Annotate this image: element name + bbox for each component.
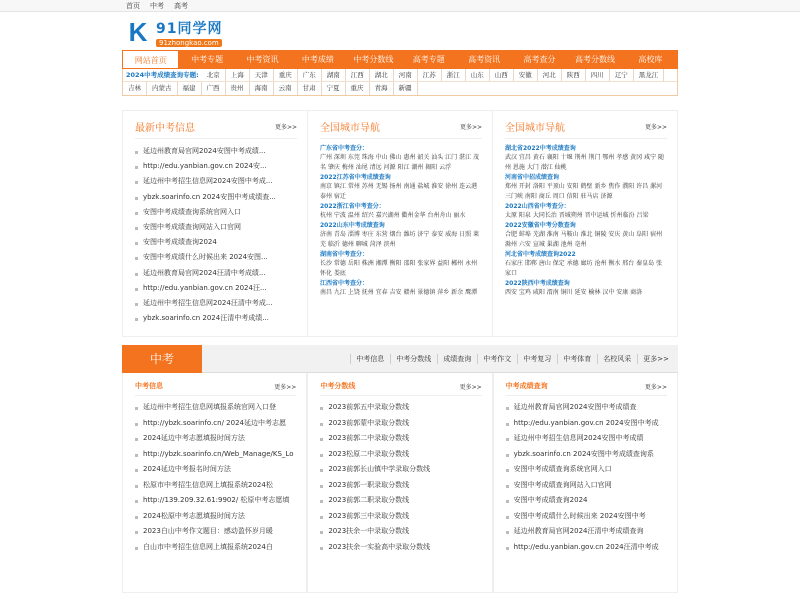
results-item[interactable]: http://edu.yanbian.gov.cn 2024安图中考成: [506, 416, 667, 432]
nav-gaokao-news[interactable]: 高考资讯: [468, 55, 501, 64]
quick-link[interactable]: 湖北: [370, 69, 394, 81]
quick-link[interactable]: 浙江: [442, 69, 466, 81]
info-item[interactable]: http://139.209.32.61:9902/ 松原中考志愿填: [135, 493, 296, 509]
nav-zhongkao-score[interactable]: 中考成绩: [301, 55, 334, 64]
quick-link[interactable]: 山东: [466, 69, 490, 81]
news-item[interactable]: 安图中考成绩查询2024: [135, 235, 297, 250]
province-link[interactable]: 2022山东中考成绩查询: [320, 222, 385, 229]
main-nav: [122, 50, 678, 69]
nav-zhongkao-cutoff[interactable]: 中考分数线: [353, 55, 394, 64]
scores-item[interactable]: 2023前郭五中录取分数线: [320, 400, 481, 416]
results-item[interactable]: 安图中考成绩什么时候出来 2024安图中考: [506, 509, 667, 525]
top-link-home[interactable]: 首页: [126, 2, 140, 10]
results-item[interactable]: 延边州教育局官网2024安图中考成绩查: [506, 400, 667, 416]
logo-name: 91同学网: [156, 21, 223, 37]
section-link[interactable]: 名校风采: [597, 354, 636, 364]
province-link[interactable]: 河南省中招成绩查询: [505, 174, 560, 181]
section-link[interactable]: 中考分数线: [390, 354, 436, 364]
results-item[interactable]: http://edu.yanbian.gov.cn 2024汪清中考成: [506, 540, 667, 556]
info-item[interactable]: 白山市中考招生信息网上填报系统2024白: [135, 540, 296, 556]
info-item[interactable]: 松原市中考招生信息网上填报系统2024松: [135, 478, 296, 494]
info-item[interactable]: 延边州中考招生信息网填报系统官网入口登: [135, 400, 296, 416]
province-link[interactable]: 江西省中考查分：: [320, 280, 369, 287]
city-list[interactable]: 石家庄 邯郸 唐山 保定 承德 廊坊 沧州 衡水 邢台 秦皇岛 张家口: [505, 260, 663, 277]
city-list[interactable]: 西安 宝鸡 咸阳 渭南 铜川 延安 榆林 汉中 安康 商洛: [505, 289, 643, 296]
header: [122, 12, 678, 50]
quick-link[interactable]: 重庆: [274, 69, 298, 81]
quick-link[interactable]: 湖南: [322, 69, 346, 81]
quick-link[interactable]: 云南: [274, 82, 298, 95]
results-more[interactable]: 更多>>: [644, 383, 667, 391]
latest-news-panel: [123, 111, 308, 336]
news-item[interactable]: 延边州中考招生信息网2024安图中考成...: [135, 174, 297, 189]
scores-item[interactable]: 2023前郭二职录取分数线: [320, 493, 481, 509]
province-link[interactable]: 2022浙江省中考查分：: [320, 203, 385, 210]
quick-link[interactable]: 广东: [298, 69, 322, 81]
scores-title: 中考分数线: [320, 382, 356, 390]
logo-url: 91zhongkao.com: [156, 39, 222, 47]
quick-link[interactable]: 贵州: [226, 82, 250, 95]
info-item[interactable]: http://ybzk.soarinfo.cn/Web_Manage/KS_Lo: [135, 447, 296, 463]
quick-link[interactable]: 辽宁: [610, 69, 634, 81]
news-item[interactable]: 安图中考成绩查询网站入口官网: [135, 220, 297, 235]
quick-link[interactable]: 海南: [250, 82, 274, 95]
info-item[interactable]: 2023白山中考作文题目：感动盈怀岁月暖: [135, 524, 296, 540]
info-item[interactable]: 2024松原中考志愿填报时间方法: [135, 509, 296, 525]
quick-link[interactable]: 江西: [346, 69, 370, 81]
quick-link[interactable]: 河北: [538, 69, 562, 81]
scores-panel: [307, 373, 492, 593]
province-link[interactable]: 广东省中考查分：: [320, 145, 369, 152]
nav-gaokao-topic[interactable]: 高考专题: [412, 55, 445, 64]
nav-university[interactable]: 高校库: [638, 55, 663, 64]
quick-link[interactable]: 黑龙江: [634, 69, 665, 81]
city-list[interactable]: 长沙 常德 岳阳 株洲 湘潭 衡阳 邵阳 张家界 益阳 郴州 永州 怀化 娄底: [320, 260, 478, 277]
quick-link[interactable]: 甘肃: [298, 82, 322, 95]
info-panel: [122, 373, 307, 593]
province-link[interactable]: 湖北省2022中考成绩查询: [505, 145, 576, 152]
quick-link[interactable]: 青海: [370, 82, 394, 95]
news-item[interactable]: http://edu.yanbian.gov.cn 2024安...: [135, 159, 297, 174]
zhongkao-section-bar: [122, 345, 678, 373]
latest-news-more[interactable]: 更多>>: [274, 124, 297, 131]
results-item[interactable]: 延边州教育局官网2024汪清中考成绩查询: [506, 524, 667, 540]
news-item[interactable]: 延边州教育局官网2024安图中考成绩...: [135, 144, 297, 159]
scores-item[interactable]: 2023扶余一中录取分数线: [320, 524, 481, 540]
quick-link[interactable]: 福建: [178, 82, 202, 95]
city-list[interactable]: 太原 阳泉 大同长治 晋城朔州 晋中运城 忻州临汾 吕梁: [505, 212, 649, 219]
results-item[interactable]: 延边州中考招生信息网2024安图中考成绩: [506, 431, 667, 447]
province-link[interactable]: 2022安徽省中考分数查询: [505, 222, 576, 229]
nav-zhongkao-news[interactable]: 中考资讯: [246, 55, 279, 64]
quick-link[interactable]: 江苏: [418, 69, 442, 81]
city-list[interactable]: 武汉 宜昌 黄石 襄阳 十堰 荆州 荆门 鄂州 孝感 黄冈 咸宁 随州 恩施 大门 潜江 仙桃: [505, 154, 664, 171]
nav-gaokao-cutoff[interactable]: 高考分数线: [574, 55, 615, 64]
info-more[interactable]: 更多>>: [274, 383, 297, 391]
results-item[interactable]: 安图中考成绩查询系统官网入口: [506, 462, 667, 478]
quick-link[interactable]: 河南: [394, 69, 418, 81]
city-nav-panel-2: [493, 111, 677, 336]
section-link[interactable]: 中考体育: [557, 354, 596, 364]
quick-link[interactable]: 北京: [202, 69, 226, 81]
city-list[interactable]: 郑州 开封 洛阳 平顶山 安阳 鹤壁 新乡 焦作 濮阳 许昌 漯河 三门峡 南阳 商丘 周口 信阳 驻马店 济源: [505, 183, 663, 200]
province-link[interactable]: 2022陕西中考成绩查询: [505, 280, 570, 287]
city-nav-title-2: 全国城市导航: [505, 123, 565, 134]
city-nav-more-1[interactable]: 更多>>: [459, 124, 482, 131]
logo-k-icon: K: [128, 16, 148, 47]
quick-link[interactable]: 吉林: [123, 82, 147, 95]
scores-item[interactable]: 2023前郭长山镇中学录取分数线: [320, 462, 481, 478]
info-item[interactable]: 2024延边中考报名时间方法: [135, 462, 296, 478]
province-link[interactable]: 2022山西省中考查分：: [505, 203, 570, 210]
site-logo[interactable]: [122, 18, 222, 47]
quick-link[interactable]: 陕西: [562, 69, 586, 81]
info-title: 中考信息: [135, 382, 163, 390]
section-link[interactable]: 中考复习: [517, 354, 556, 364]
quick-link[interactable]: 四川: [586, 69, 610, 81]
results-item[interactable]: 安图中考成绩查询2024: [506, 493, 667, 509]
section-link[interactable]: 成绩查询: [437, 354, 476, 364]
city-nav-panel-1: [308, 111, 493, 336]
news-item[interactable]: 安图中考成绩查询系统官网入口: [135, 205, 297, 220]
zhongkao-section-tab[interactable]: 中考: [122, 345, 202, 373]
nav-home[interactable]: 网站首页: [122, 50, 179, 69]
top-link-gaokao[interactable]: 高考: [174, 2, 188, 10]
quick-link[interactable]: 山西: [490, 69, 514, 81]
province-link[interactable]: 湖南省中考查分：: [320, 251, 369, 258]
top-panels: [122, 110, 678, 337]
info-item[interactable]: http://ybzk.soarinfo.cn/ 2024延边中考志愿: [135, 416, 296, 432]
scores-more[interactable]: 更多>>: [459, 383, 482, 391]
quick-link[interactable]: 新疆: [394, 82, 418, 95]
quick-link[interactable]: 广西: [202, 82, 226, 95]
city-list[interactable]: 杭州 宁波 温州 绍兴 嘉兴湖州 衢州金华 台州舟山 丽水: [320, 212, 466, 219]
quick-link[interactable]: 天津: [250, 69, 274, 81]
city-list[interactable]: 济南 青岛 淄博 枣庄 东营 烟台 潍坊 济宁 泰安 威海 日照 莱芜 临沂 德州 聊城 菏泽 滨州: [320, 231, 479, 248]
info-item[interactable]: 2024延边中考志愿填报时间方法: [135, 431, 296, 447]
top-bar: [0, 0, 800, 12]
quick-link[interactable]: 宁夏: [322, 82, 346, 95]
quick-link[interactable]: 安徽: [514, 69, 538, 81]
news-item[interactable]: 延边州中考招生信息网2024汪清中考成...: [135, 296, 297, 311]
scores-item[interactable]: 2023前郭蒙中录取分数线: [320, 416, 481, 432]
quick-link[interactable]: 重庆: [346, 82, 370, 95]
city-list[interactable]: 南昌 九江 上饶 抚州 宜春 吉安 赣州 景德镇 萍乡 新余 鹰潭: [320, 289, 478, 296]
city-list[interactable]: 南京 镇江 常州 苏州 无锡 扬州 南通 盐城 淮安 徐州 连云港 泰州 宿迁: [320, 183, 478, 200]
bottom-panels: [122, 373, 678, 593]
city-nav-more-2[interactable]: 更多>>: [644, 124, 667, 131]
city-list[interactable]: 合肥 蚌埠 芜湖 淮南 马鞍山 淮北 铜陵 安庆 黄山 阜阳 宿州 滁州 六安 宣城 巢湖 池州 亳州: [505, 231, 663, 248]
section-link[interactable]: 中考信息: [350, 354, 389, 364]
nav-zhongkao-topic[interactable]: 中考专题: [191, 55, 224, 64]
news-item[interactable]: 延边州教育局官网2024汪清中考成绩...: [135, 266, 297, 281]
province-link[interactable]: 河北省中考成绩查询2022: [505, 251, 576, 258]
scores-item[interactable]: 2023松原二中录取分数线: [320, 447, 481, 463]
city-nav-title-1: 全国城市导航: [320, 123, 380, 134]
quick-link[interactable]: 内蒙古: [147, 82, 178, 95]
results-title: 中考成绩查询: [505, 382, 548, 390]
quick-link[interactable]: 上海: [226, 69, 250, 81]
province-link[interactable]: 2022江苏省中考成绩查询: [320, 174, 391, 181]
city-list[interactable]: 广州 深圳 东莞 珠海 中山 佛山 惠州 韶关 汕头 江门 湛江 茂名 肇庆 梅州 汕尾 清远 河源 阳江 潮州 揭阳 云浮: [320, 154, 479, 171]
news-item[interactable]: 安图中考成绩什么时候出来 2024安图...: [135, 250, 297, 265]
news-item[interactable]: http://edu.yanbian.gov.cn 2024汪...: [135, 281, 297, 296]
news-item[interactable]: ybzk.soarinfo.cn 2024安图中考成绩查...: [135, 190, 297, 205]
results-item[interactable]: 安图中考成绩查询网站入口官网: [506, 478, 667, 494]
scores-item[interactable]: 2023前郭二中录取分数线: [320, 431, 481, 447]
section-link[interactable]: 中考作文: [477, 354, 516, 364]
quick-links: [122, 69, 678, 96]
news-item[interactable]: ybzk.soarinfo.cn 2024汪清中考成绩...: [135, 311, 297, 326]
nav-gaokao-query[interactable]: 高考查分: [523, 55, 556, 64]
results-panel: [493, 373, 678, 593]
latest-news-title: 最新中考信息: [135, 123, 195, 134]
results-item[interactable]: ybzk.soarinfo.cn 2024安图中考成绩查询系: [506, 447, 667, 463]
scores-item[interactable]: 2023扶余一实验高中录取分数线: [320, 540, 481, 556]
section-link[interactable]: 更多>>: [637, 354, 674, 364]
scores-item[interactable]: 2023前郭三中录取分数线: [320, 509, 481, 525]
top-link-zhongkao[interactable]: 中考: [150, 2, 164, 10]
scores-item[interactable]: 2023前郭一职录取分数线: [320, 478, 481, 494]
quick-label: 2024中考成绩查询专题:: [126, 71, 199, 79]
